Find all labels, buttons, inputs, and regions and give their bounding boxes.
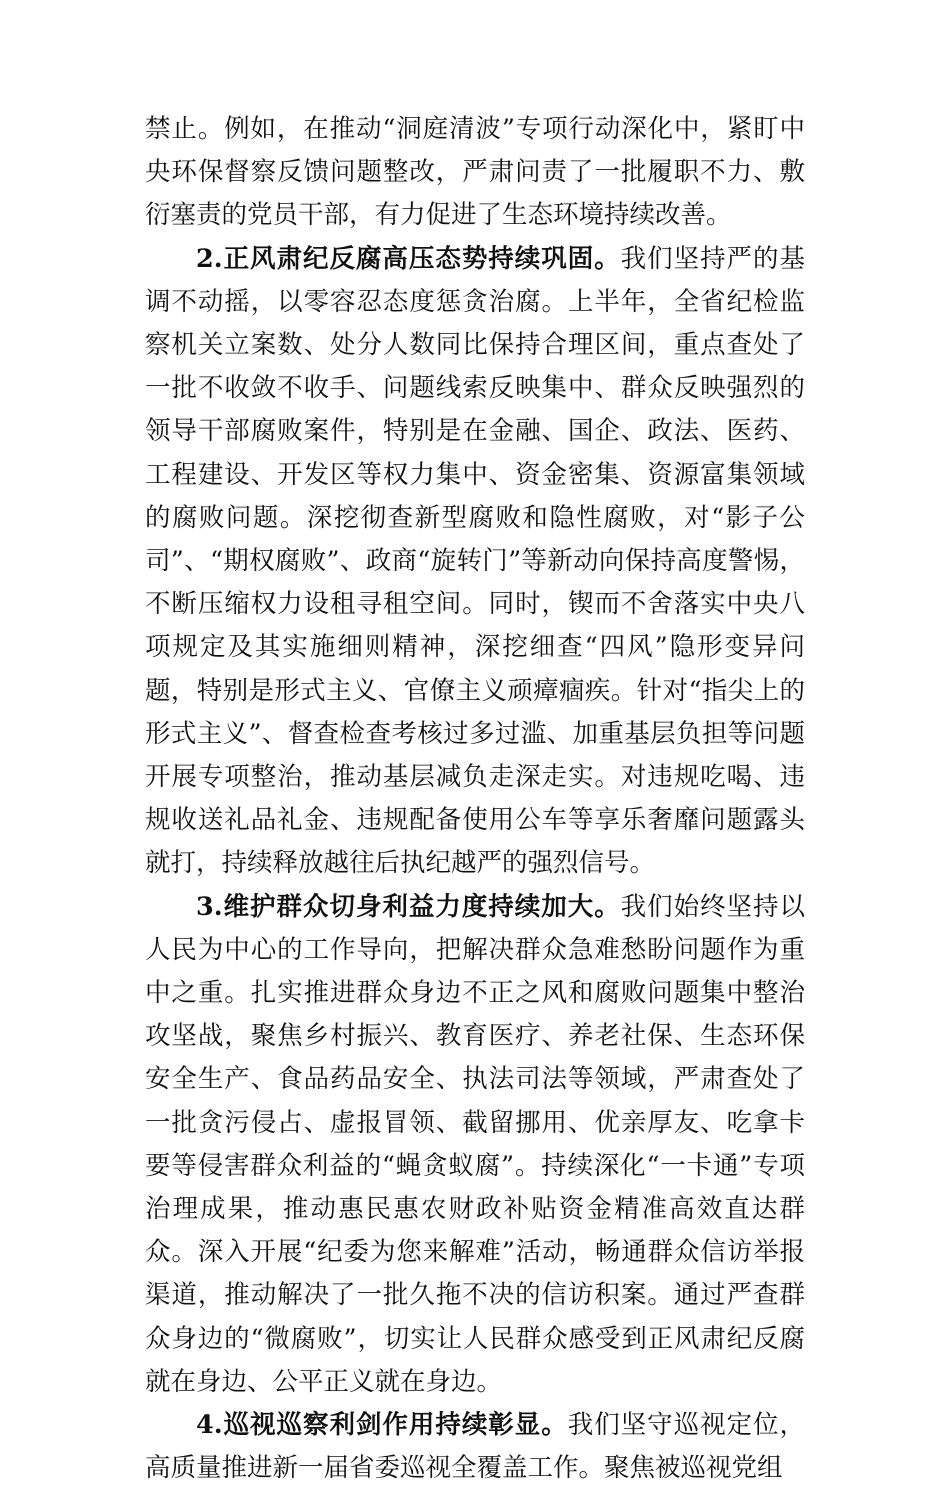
document-body <box>145 108 805 1491</box>
paragraph-3-heading: 3.维护群众切身利益力度持续加大。 <box>196 891 621 922</box>
paragraph-3-text: 我们始终坚持以人民为中心的工作导向，把解决群众急难愁盼问题作为重中之重。扎实推进群众身边不正之风和腐败问题集中整治攻坚战，聚焦乡村振兴、教育医疗、养老社保、生态环保安全生产、食品药品安全、执法司法等领域，严肃查处了一批贪污侵占、虚报冒领、截留挪用、优亲厚友、吃拿卡要等侵害群众利益的“蝇贪蚁腐”。持续深化“一卡通”专项治理成果，推动惠民惠农财政补贴资金精准高效直达群众。深入开展“纪委为您来解难”活动，畅通群众信访举报渠道，推动解决了一批久拖不决的信访积案。通过严查群众身边的“微腐败”，切实让人民群众感受到正风肃纪反腐就在身边、公平正义就在身边。 <box>145 891 805 1397</box>
paragraph-4-heading: 4.巡视巡察利剑作用持续彰显。 <box>196 1410 568 1441</box>
paragraph-2-text: 我们坚持严的基调不动摇，以零容忍态度惩贪治腐。上半年，全省纪检监察机关立案数、处分人数同比保持合理区间，重点查处了一批不收敛不收手、问题线索反映集中、群众反映强烈的领导干部腐败案件，特别是在金融、国企、政法、医药、工程建设、开发区等权力集中、资金密集、资源富集领域的腐败问题。深挖彻查新型腐败和隐性腐败，对“影子公司”、“期权腐败”、政商“旋转门”等新动向保持高度警惕，不断压缩权力设租寻租空间。同时，锲而不舍落实中央八项规定及其实施细则精神，深挖细查“四风”隐形变异问题，特别是形式主义、官僚主义顽瘴痼疾。针对“指尖上的形式主义”、督查检查考核过多过滥、加重基层负担等问题开展专项整治，推动基层减负走深走实。对违规吃喝、违规收送礼品礼金、违规配备使用公车等享乐奢靡问题露头就打，持续释放越往后执纪越严的强烈信号。 <box>145 243 805 879</box>
paragraph-3 <box>145 886 805 1404</box>
paragraph-1-text: 禁止。例如，在推动“洞庭清波”专项行动深化中，紧盯中央环保督察反馈问题整改，严肃问责了一批履职不力、敷衍塞责的党员干部，有力促进了生态环境持续改善。 <box>145 114 805 231</box>
paragraph-1 <box>145 108 805 238</box>
paragraph-4 <box>145 1404 805 1490</box>
paragraph-2-heading: 2.正风肃纪反腐高压态势持续巩固。 <box>196 243 621 274</box>
paragraph-2 <box>145 238 805 886</box>
paragraph-4-text: 我们坚守巡视定位，高质量推进新一届省委巡视全覆盖工作。聚焦被巡视党组 <box>145 1410 805 1484</box>
